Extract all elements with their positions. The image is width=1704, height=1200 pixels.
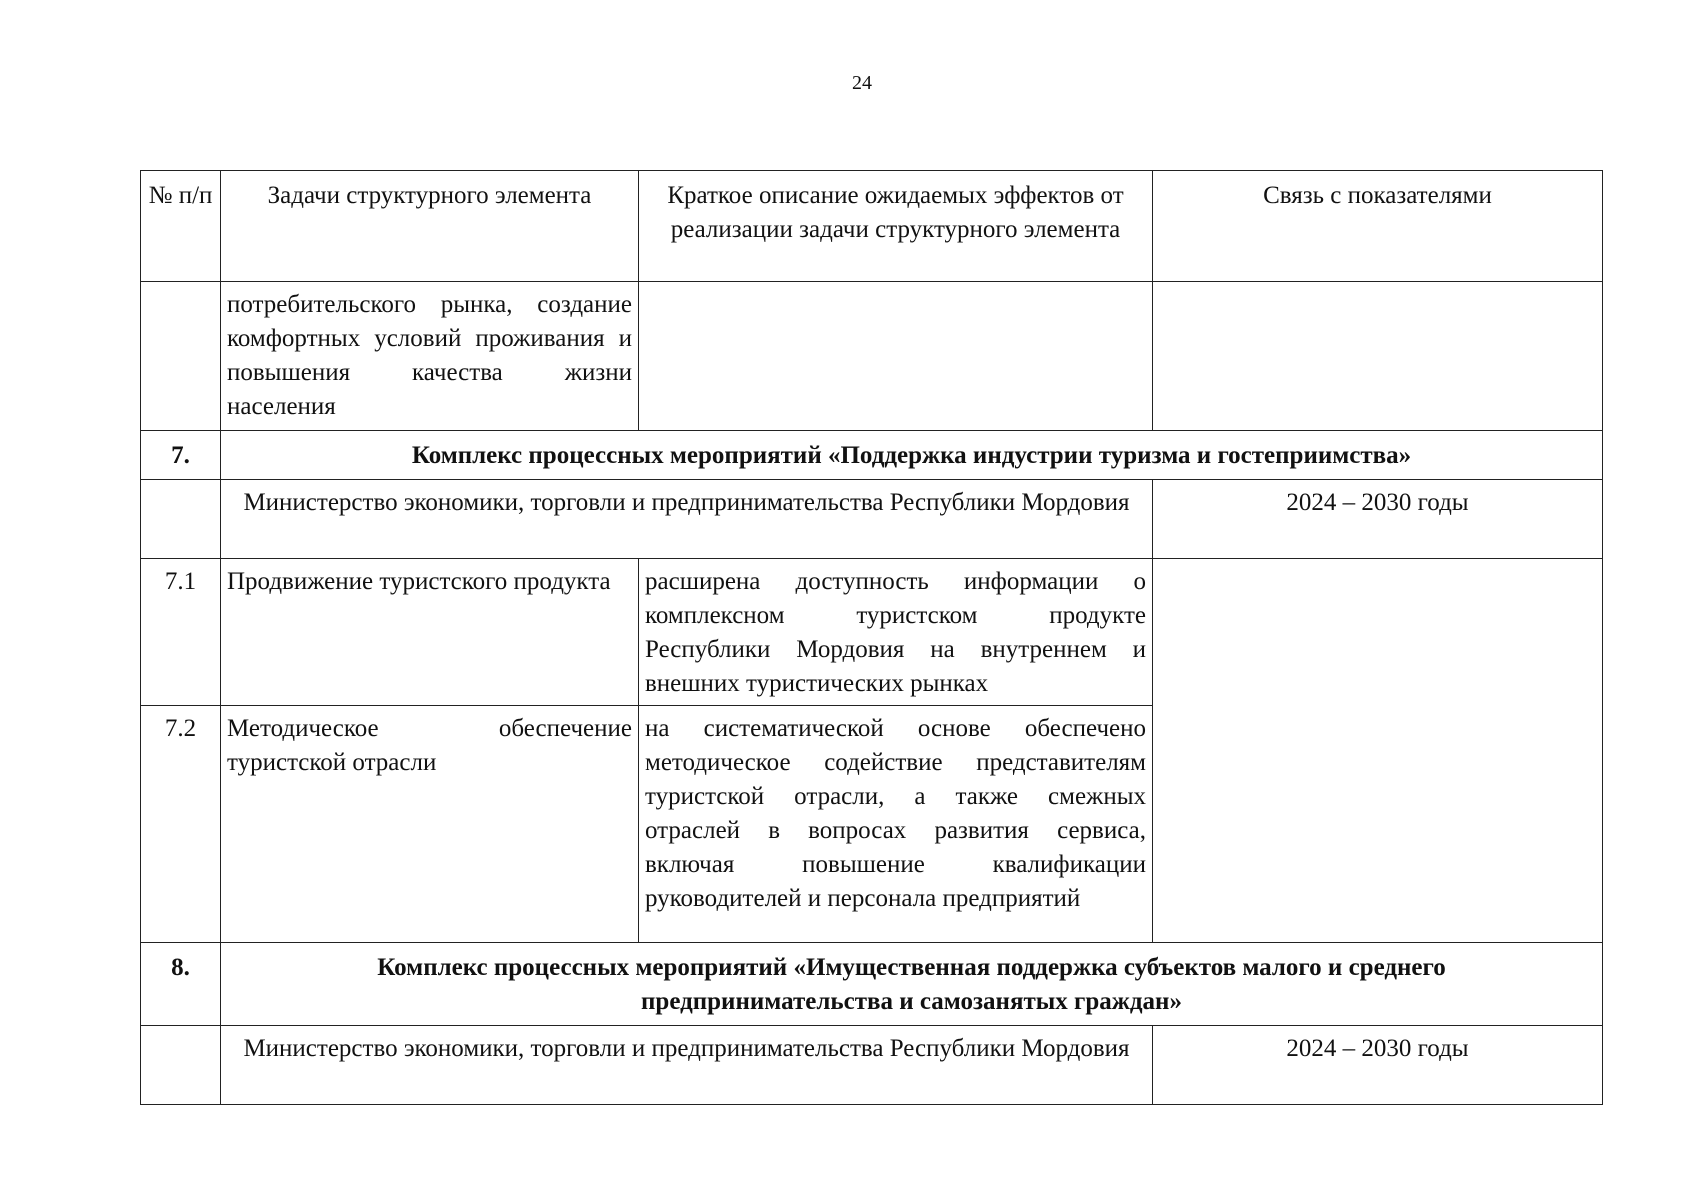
section-8-num: 8. bbox=[141, 943, 221, 1026]
section-8-title bbox=[221, 943, 1603, 1026]
task-7-indicators bbox=[1153, 559, 1603, 943]
section-7-title: Комплекс процессных мероприятий «Поддержка индустрии туризма и гостеприимства» bbox=[221, 431, 1603, 480]
continuation-indicators bbox=[1153, 282, 1603, 431]
section-7-num: 7. bbox=[141, 431, 221, 480]
task-7-2-num: 7.2 bbox=[141, 706, 221, 943]
structural-element-table bbox=[140, 170, 1603, 1105]
section-8-row bbox=[141, 943, 1603, 1026]
task-7-2-effect: на систематической основе обеспечено методическое содействие представителям туристской отрасли, а также смежных отраслей в вопросах развития сервиса, включая повышение квалификации руководителей и персонала предприятий bbox=[639, 706, 1153, 943]
section-7-ministry-row bbox=[141, 480, 1603, 559]
table-row-task-7-1 bbox=[141, 559, 1603, 706]
task-7-1-effect: расширена доступность информации о комплексном туристском продукте Республики Мордовия на внутреннем и внешних туристических рынках bbox=[639, 559, 1153, 706]
header-indicators: Связь с показателями bbox=[1153, 171, 1603, 282]
continuation-task: потребительского рынка, создание комфортных условий проживания и повышения качества жизни населения bbox=[221, 282, 639, 431]
task-7-2-task: Методическое обеспечение туристской отрасли bbox=[221, 706, 639, 943]
table-row-continuation bbox=[141, 282, 1603, 431]
section-8-ministry: Министерство экономики, торговли и предпринимательства Республики Мордовия bbox=[221, 1026, 1153, 1105]
table-header-row bbox=[141, 171, 1603, 282]
page-number: 24 bbox=[852, 72, 872, 94]
section-8-period: 2024 – 2030 годы bbox=[1153, 1026, 1603, 1105]
continuation-num bbox=[141, 282, 221, 431]
header-num: № п/п bbox=[141, 171, 221, 282]
continuation-effect bbox=[639, 282, 1153, 431]
section-8-ministry-row bbox=[141, 1026, 1603, 1105]
section-7-ministry-num bbox=[141, 480, 221, 559]
section-7-ministry: Министерство экономики, торговли и предпринимательства Республики Мордовия bbox=[221, 480, 1153, 559]
section-8-title-line-1: Комплекс процессных мероприятий «Имущественная поддержка субъектов малого и среднего bbox=[377, 954, 1446, 981]
header-tasks: Задачи структурного элемента bbox=[221, 171, 639, 282]
section-7-period: 2024 – 2030 годы bbox=[1153, 480, 1603, 559]
header-description: Краткое описание ожидаемых эффектов от реализации задачи структурного элемента bbox=[639, 171, 1153, 282]
task-7-1-task: Продвижение туристского продукта bbox=[221, 559, 639, 706]
section-7-row bbox=[141, 431, 1603, 480]
task-7-1-num: 7.1 bbox=[141, 559, 221, 706]
section-8-ministry-num bbox=[141, 1026, 221, 1105]
section-8-title-line-2: предпринимательства и самозанятых граждан» bbox=[641, 988, 1182, 1015]
